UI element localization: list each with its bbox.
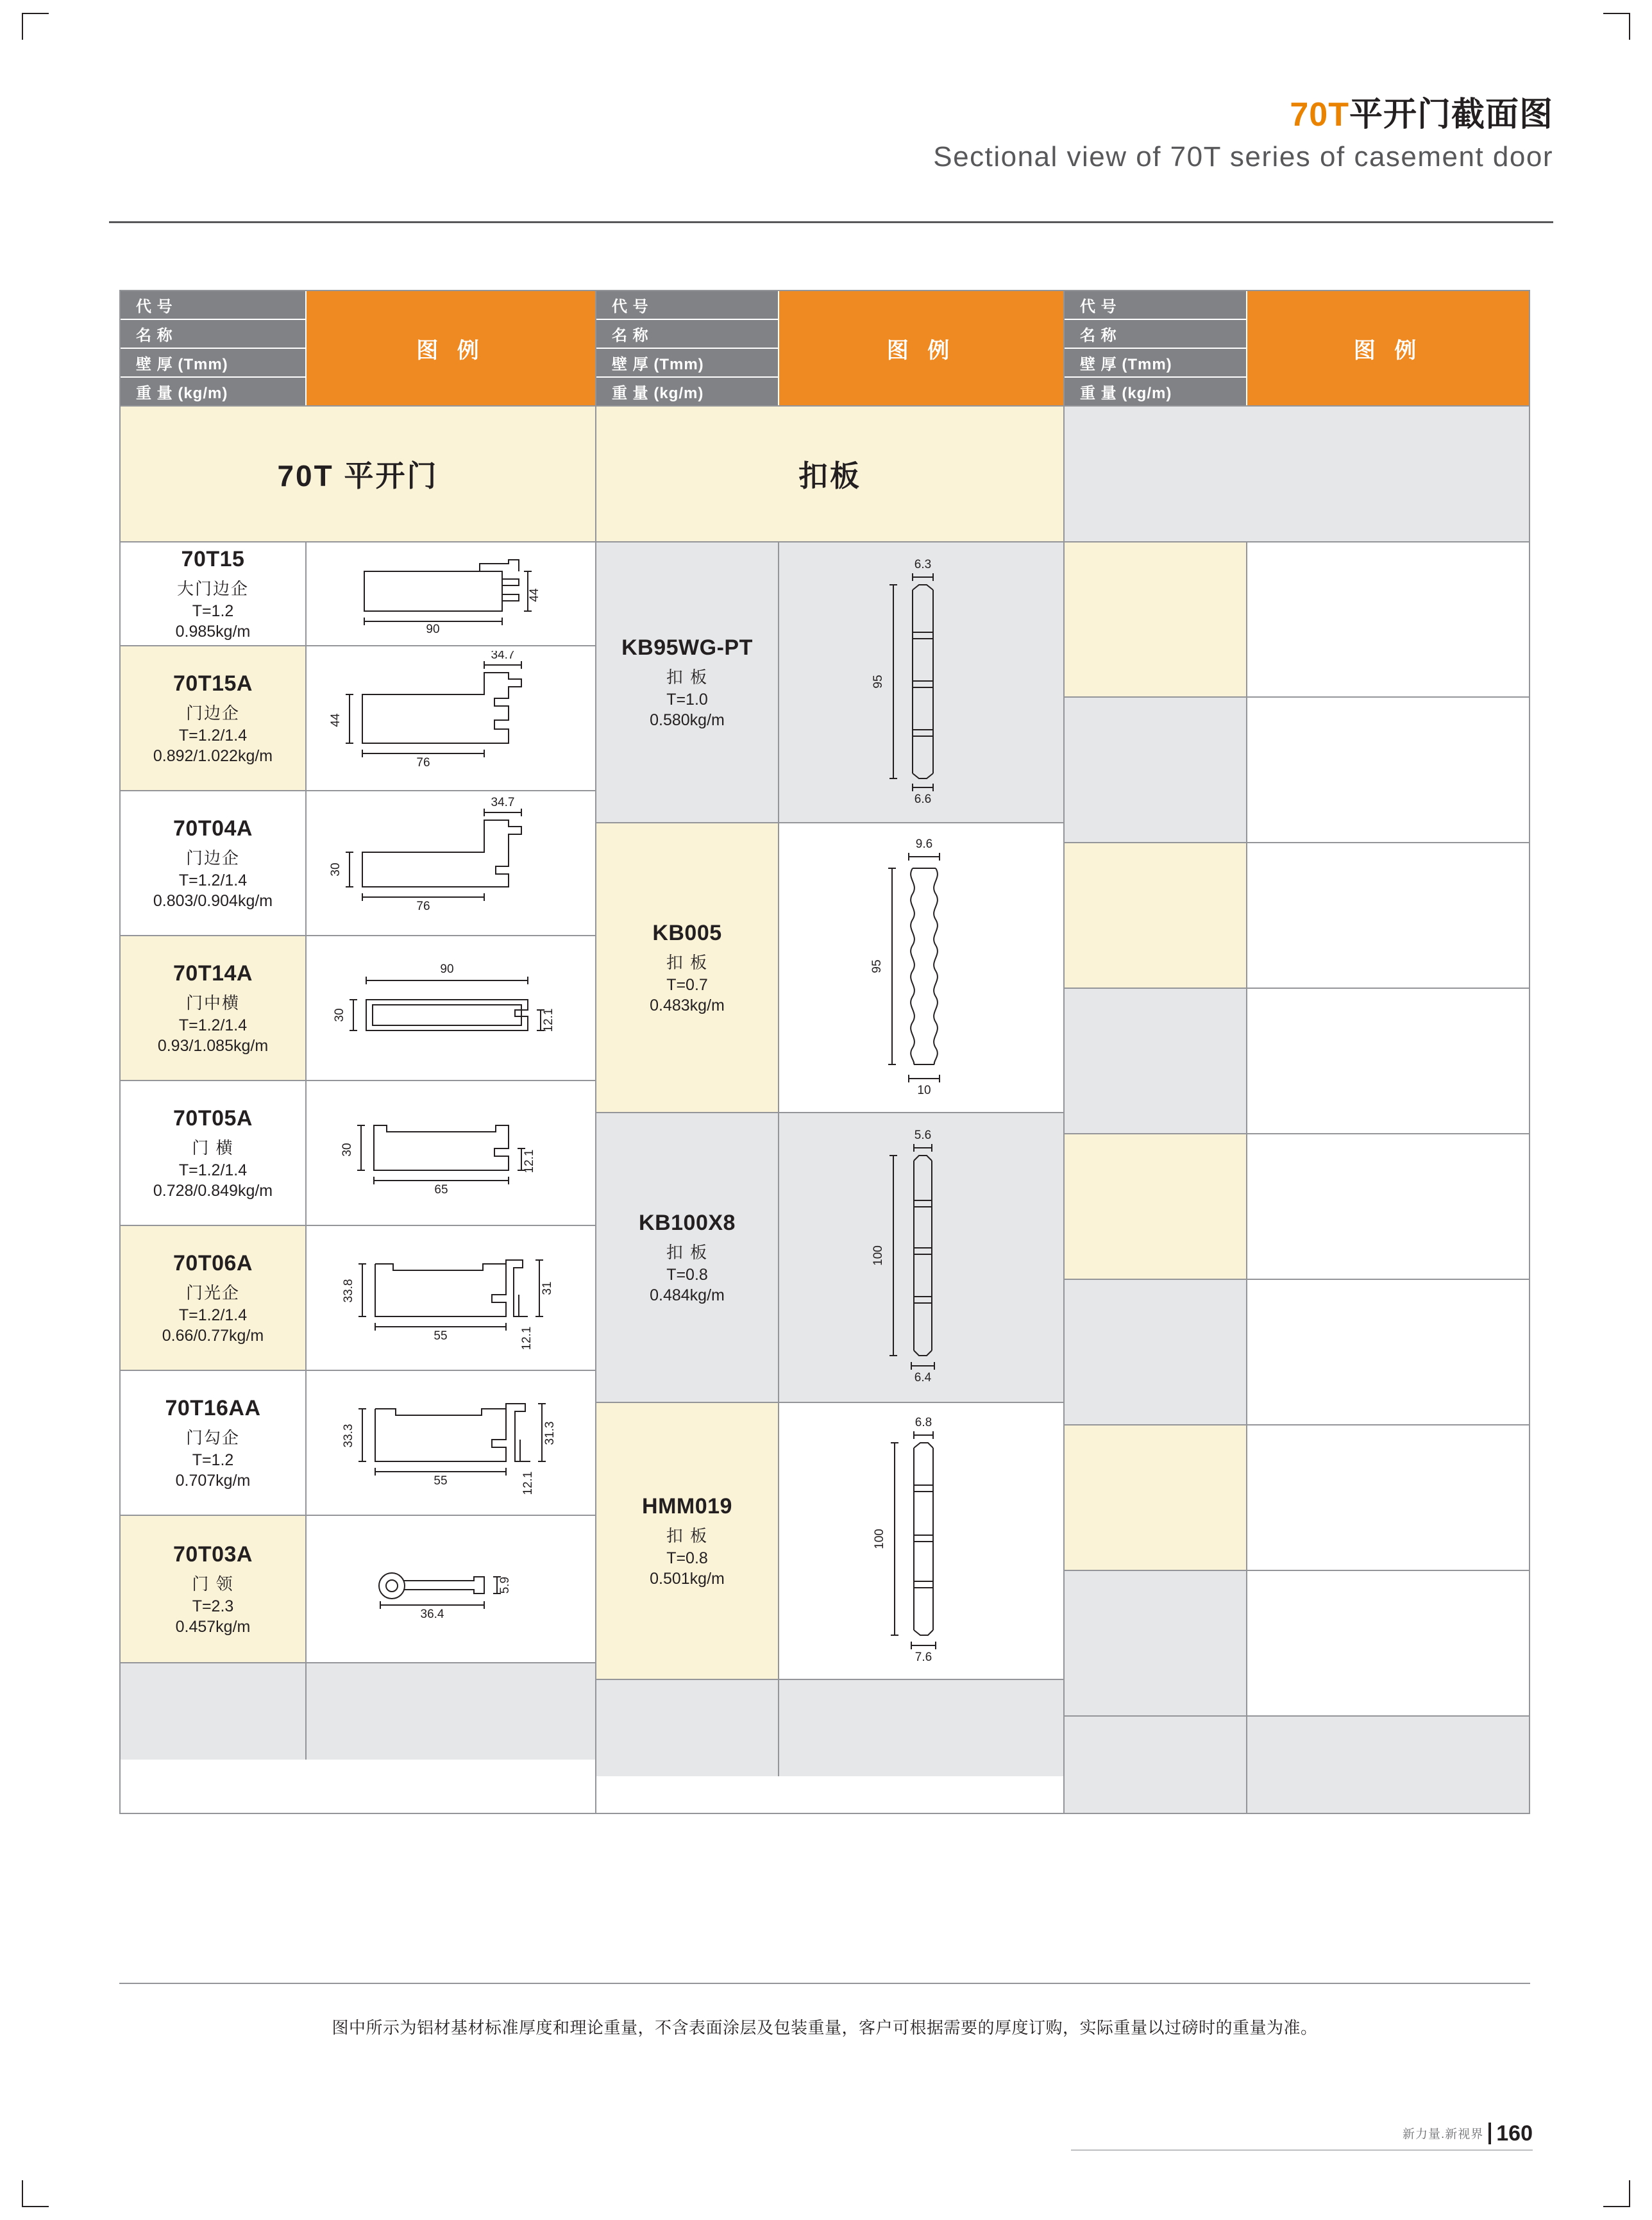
- crop-mark-top-left: [22, 13, 49, 40]
- row-weight: 0.803/0.904kg/m: [153, 891, 273, 910]
- svg-text:76: 76: [416, 900, 430, 913]
- svg-text:76: 76: [416, 756, 430, 769]
- row-figure: [307, 1226, 595, 1370]
- row-figure-blank: [1247, 843, 1529, 988]
- group-1-header-labels: [121, 291, 307, 405]
- crop-mark-bottom-right: [1603, 2180, 1630, 2207]
- table-group-1: [121, 291, 595, 1813]
- row-info-blank: [596, 1680, 779, 1776]
- row-code: 70T04A: [173, 816, 253, 841]
- profile-drawing-70T04A: [316, 796, 586, 930]
- row-info-blank: [1065, 698, 1247, 842]
- row-weight: 0.484kg/m: [650, 1286, 725, 1304]
- profile-drawing-KB100X8: [787, 1120, 1056, 1395]
- row-code: KB95WG-PT: [621, 635, 753, 660]
- row-name: 扣 板: [666, 1242, 709, 1262]
- row-figure: [307, 936, 595, 1080]
- row-figure: [779, 1403, 1063, 1679]
- row-weight: 0.707kg/m: [175, 1471, 251, 1490]
- row-code: KB005: [652, 920, 722, 945]
- page-number: 160: [1496, 2121, 1533, 2146]
- row-code: 70T03A: [173, 1542, 253, 1567]
- svg-text:30: 30: [341, 1143, 354, 1157]
- row-info-blank: [1065, 1717, 1247, 1813]
- header-weight: 重 量 (kg/m): [121, 378, 305, 405]
- row-info: [121, 791, 307, 935]
- profile-drawing-KB005: [787, 830, 1056, 1106]
- svg-text:34.7: 34.7: [491, 651, 515, 662]
- svg-text:9.6: 9.6: [915, 837, 932, 851]
- row-weight: 0.501kg/m: [650, 1569, 725, 1588]
- group-2-header: [596, 291, 1063, 407]
- svg-text:12.1: 12.1: [521, 1471, 535, 1495]
- row-figure: [307, 1516, 595, 1662]
- header-thickness: 壁 厚 (Tmm): [121, 349, 305, 378]
- page-title-rest: 平开门截面图: [1349, 96, 1553, 133]
- svg-text:31.3: 31.3: [543, 1421, 557, 1445]
- header-code: 代 号: [596, 291, 778, 320]
- group-3-title: [1065, 407, 1529, 542]
- row-name: 门 领: [192, 1574, 234, 1594]
- row-name: 门光企: [185, 1282, 240, 1302]
- row-code: KB100X8: [639, 1210, 736, 1235]
- row-info: [596, 1113, 779, 1402]
- header-name: 名 称: [596, 320, 778, 349]
- profile-drawing-HMM019: [787, 1409, 1056, 1672]
- group-3-rows: [1065, 542, 1529, 1813]
- row-info-blank: [1065, 1571, 1247, 1715]
- svg-text:12.1: 12.1: [523, 1149, 536, 1173]
- table-row: [121, 1371, 595, 1516]
- svg-text:100: 100: [871, 1245, 885, 1266]
- row-weight: 0.892/1.022kg/m: [153, 746, 273, 765]
- note-divider: [119, 1983, 1530, 1984]
- table-row-blank: [1065, 1571, 1529, 1717]
- row-figure-blank: [779, 1680, 1063, 1776]
- group-2-title: 扣板: [596, 407, 1063, 542]
- profile-drawing-70T03A: [316, 1522, 586, 1656]
- row-thickness: T=1.0: [666, 690, 708, 709]
- table-row-blank: [121, 1663, 595, 1760]
- row-thickness: T=1.2/1.4: [178, 1306, 248, 1324]
- row-info-blank: [1065, 1425, 1247, 1570]
- header-name: 名 称: [1065, 320, 1246, 349]
- svg-text:33.3: 33.3: [342, 1424, 355, 1448]
- table-row: [596, 1113, 1063, 1403]
- svg-text:12.1: 12.1: [542, 1008, 555, 1032]
- footnote: 图中所示为铝材基材标准厚度和理论重量，不含表面涂层及包装重量，客户可根据需要的厚度订购，实际重量以过磅时的重量为准。: [332, 2018, 1318, 2037]
- svg-text:6.4: 6.4: [914, 1371, 931, 1384]
- row-name: 门勾企: [185, 1427, 240, 1447]
- row-info: [121, 1516, 307, 1662]
- row-name: 扣 板: [666, 667, 709, 687]
- profile-table: [119, 290, 1530, 1814]
- svg-text:6.3: 6.3: [914, 558, 931, 571]
- row-code: 70T14A: [173, 961, 253, 986]
- table-row: [121, 936, 595, 1081]
- row-figure-blank: [1247, 698, 1529, 842]
- row-thickness: T=1.2/1.4: [178, 726, 248, 744]
- row-figure: [307, 542, 595, 645]
- row-thickness: T=1.2/1.4: [178, 871, 248, 889]
- row-name: 扣 板: [666, 952, 709, 972]
- svg-text:30: 30: [333, 1008, 346, 1022]
- row-weight: 0.93/1.085kg/m: [157, 1036, 269, 1055]
- svg-text:7.6: 7.6: [914, 1651, 932, 1664]
- header-figure: 图 例: [307, 291, 595, 405]
- row-weight: 0.483kg/m: [650, 996, 725, 1014]
- row-figure: [307, 1081, 595, 1225]
- page-footer: [1403, 2123, 1533, 2144]
- row-figure: [779, 542, 1063, 822]
- row-info-blank: [1065, 1280, 1247, 1424]
- group-3-header-labels: [1065, 291, 1247, 405]
- footer-bar: [1488, 2123, 1491, 2144]
- group-2-rows: [596, 542, 1063, 1776]
- page-title: [109, 96, 1553, 135]
- svg-text:90: 90: [426, 623, 440, 636]
- row-weight: 0.580kg/m: [650, 711, 725, 729]
- row-info: [121, 542, 307, 645]
- row-figure-blank: [1247, 1134, 1529, 1279]
- row-figure-blank: [1247, 1717, 1529, 1813]
- profile-drawing-70T06A: [316, 1231, 586, 1365]
- row-name: 门 横: [192, 1138, 234, 1157]
- table-row: [596, 823, 1063, 1113]
- table-row: [121, 791, 595, 936]
- svg-text:5.9: 5.9: [498, 1576, 512, 1594]
- svg-text:10: 10: [916, 1084, 931, 1097]
- crop-mark-top-right: [1603, 13, 1630, 40]
- row-thickness: T=0.8: [666, 1549, 708, 1567]
- group-1-title: 70T 平开门: [121, 407, 595, 542]
- page-header: [109, 96, 1553, 173]
- header-weight: 重 量 (kg/m): [1065, 378, 1246, 405]
- row-info: [596, 542, 779, 822]
- svg-text:36.4: 36.4: [420, 1608, 444, 1621]
- profile-drawing-70T05A: [316, 1086, 586, 1220]
- row-thickness: T=2.3: [192, 1597, 234, 1615]
- table-row-blank: [596, 1680, 1063, 1776]
- page-title-accent: 70T: [1290, 96, 1349, 133]
- svg-text:95: 95: [871, 675, 885, 689]
- row-info: [121, 1081, 307, 1225]
- row-thickness: T=0.8: [666, 1265, 708, 1284]
- table-row: [596, 1403, 1063, 1680]
- table-row-blank: [1065, 989, 1529, 1134]
- row-thickness: T=1.2: [192, 1451, 234, 1469]
- row-info-blank: [1065, 989, 1247, 1133]
- row-code: 70T05A: [173, 1106, 253, 1131]
- svg-text:30: 30: [329, 862, 342, 877]
- row-info: [596, 823, 779, 1112]
- row-code: 70T15: [181, 546, 245, 571]
- table-row: [121, 542, 595, 646]
- row-info: [121, 936, 307, 1080]
- row-figure: [307, 1371, 595, 1515]
- row-info-blank: [1065, 542, 1247, 696]
- row-info: [121, 646, 307, 790]
- group-2-header-labels: [596, 291, 779, 405]
- group-1-rows: [121, 542, 595, 1760]
- row-code: 70T15A: [173, 671, 253, 696]
- svg-text:90: 90: [440, 963, 454, 976]
- table-row: [596, 542, 1063, 823]
- table-row-blank: [1065, 542, 1529, 698]
- svg-text:44: 44: [528, 588, 541, 602]
- header-thickness: 壁 厚 (Tmm): [596, 349, 778, 378]
- table-row-blank: [1065, 1134, 1529, 1280]
- svg-text:5.6: 5.6: [914, 1129, 931, 1142]
- svg-text:6.6: 6.6: [914, 793, 931, 806]
- row-weight: 0.985kg/m: [175, 622, 251, 641]
- header-weight: 重 量 (kg/m): [596, 378, 778, 405]
- row-name: 门边企: [185, 703, 240, 723]
- page-subtitle: Sectional view of 70T series of casement door: [933, 140, 1553, 172]
- row-name: 大门边企: [176, 578, 249, 598]
- row-name: 门边企: [185, 848, 240, 868]
- row-thickness: T=1.2/1.4: [178, 1016, 248, 1034]
- row-figure-blank: [1247, 1571, 1529, 1715]
- row-figure: [307, 791, 595, 935]
- group-1-header: [121, 291, 595, 407]
- header-figure: 图 例: [779, 291, 1063, 405]
- table-row: [121, 646, 595, 791]
- row-name: 门中横: [185, 993, 240, 1013]
- table-row: [121, 1081, 595, 1226]
- row-code: 70T16AA: [165, 1395, 261, 1420]
- table-row: [121, 1226, 595, 1371]
- header-name: 名 称: [121, 320, 305, 349]
- row-code: 70T06A: [173, 1250, 253, 1275]
- profile-drawing-70T14A: [316, 941, 586, 1075]
- row-info-blank: [1065, 1134, 1247, 1279]
- row-info: [121, 1371, 307, 1515]
- profile-drawing-70T15A: [316, 651, 586, 786]
- svg-text:34.7: 34.7: [491, 796, 515, 809]
- profile-drawing-70T15: [316, 546, 586, 642]
- svg-text:12.1: 12.1: [520, 1326, 534, 1350]
- row-thickness: T=0.7: [666, 975, 708, 994]
- row-figure: [307, 646, 595, 790]
- row-info-blank: [121, 1663, 307, 1760]
- svg-text:55: 55: [434, 1329, 448, 1343]
- table-row-blank: [1065, 1280, 1529, 1425]
- table-group-2: [595, 291, 1063, 1813]
- svg-text:100: 100: [872, 1529, 886, 1549]
- footer-divider: [1071, 2149, 1533, 2151]
- row-weight: 0.66/0.77kg/m: [162, 1326, 264, 1345]
- row-figure: [779, 823, 1063, 1112]
- row-thickness: T=1.2: [192, 601, 234, 620]
- row-thickness: T=1.2/1.4: [178, 1161, 248, 1179]
- svg-text:95: 95: [870, 959, 884, 973]
- svg-text:44: 44: [329, 713, 342, 727]
- table-group-3: [1063, 291, 1529, 1813]
- header-code: 代 号: [1065, 291, 1246, 320]
- header-figure: 图 例: [1247, 291, 1529, 405]
- svg-text:65: 65: [434, 1183, 448, 1197]
- row-weight: 0.457kg/m: [175, 1617, 251, 1636]
- row-info: [596, 1403, 779, 1679]
- header-code: 代 号: [121, 291, 305, 320]
- svg-text:6.8: 6.8: [914, 1416, 932, 1429]
- table-row-blank: [1065, 1425, 1529, 1571]
- table-row-blank: [1065, 843, 1529, 989]
- row-weight: 0.728/0.849kg/m: [153, 1181, 273, 1200]
- group-3-header: [1065, 291, 1529, 407]
- table-row-blank: [1065, 1717, 1529, 1813]
- svg-text:55: 55: [434, 1474, 448, 1488]
- row-figure-blank: [1247, 989, 1529, 1133]
- profile-drawing-70T16AA: [316, 1375, 586, 1510]
- row-figure-blank: [307, 1663, 595, 1760]
- row-figure-blank: [1247, 542, 1529, 696]
- header-divider: [109, 221, 1553, 223]
- profile-drawing-KB95WG-PT: [787, 548, 1056, 817]
- footer-brand: 新力量.新视界: [1402, 2128, 1484, 2141]
- row-info-blank: [1065, 843, 1247, 988]
- row-name: 扣 板: [666, 1526, 709, 1545]
- row-figure-blank: [1247, 1425, 1529, 1570]
- svg-text:33.8: 33.8: [342, 1279, 355, 1303]
- crop-mark-bottom-left: [22, 2180, 49, 2207]
- table-row: [121, 1516, 595, 1663]
- row-figure: [779, 1113, 1063, 1402]
- table-row-blank: [1065, 698, 1529, 843]
- svg-text:31: 31: [541, 1281, 554, 1295]
- row-info: [121, 1226, 307, 1370]
- row-figure-blank: [1247, 1280, 1529, 1424]
- header-thickness: 壁 厚 (Tmm): [1065, 349, 1246, 378]
- row-code: HMM019: [642, 1493, 732, 1518]
